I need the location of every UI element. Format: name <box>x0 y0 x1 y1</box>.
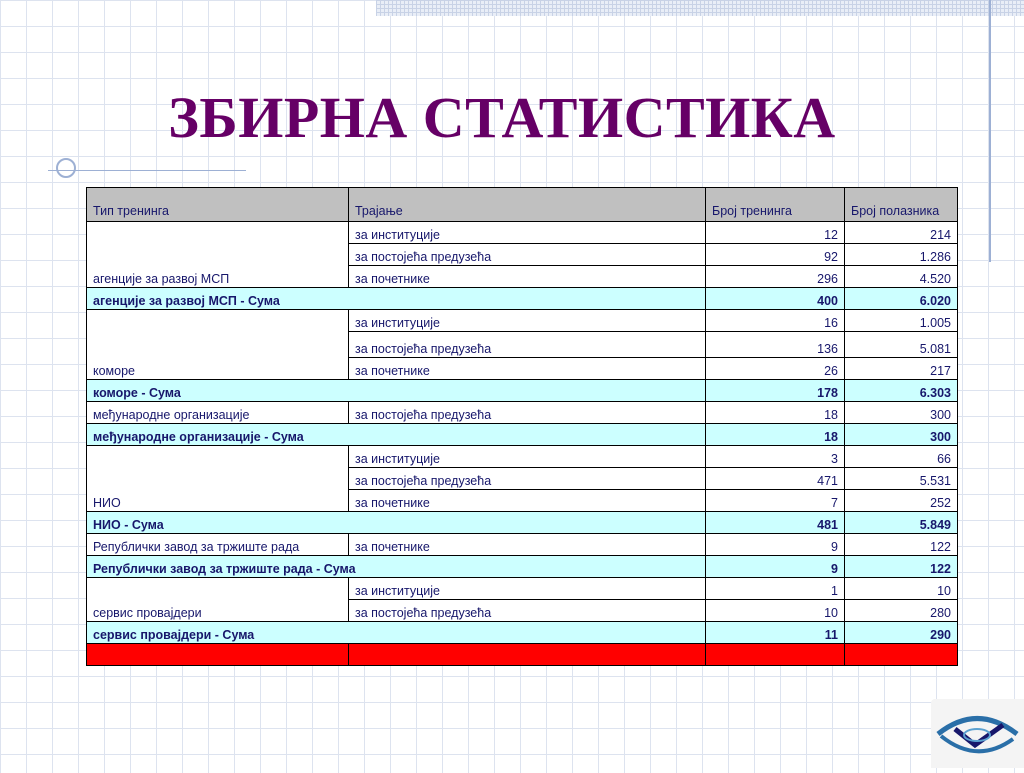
training-type-cell: НИО <box>87 446 349 512</box>
participants-cell: 1.286 <box>845 244 958 266</box>
subtotal-label: сервис провајдери - Сума <box>87 622 706 644</box>
duration-cell: за институције <box>349 222 706 244</box>
subtotal-participants: 290 <box>845 622 958 644</box>
duration-cell: за почетнике <box>349 490 706 512</box>
subtotal-label: коморе - Сума <box>87 380 706 402</box>
logo <box>931 699 1024 768</box>
subtotal-participants: 6.020 <box>845 288 958 310</box>
duration-cell: за постојећа предузећа <box>349 244 706 266</box>
subtotal-participants: 300 <box>845 424 958 446</box>
eye-logo-icon <box>931 699 1024 768</box>
header-duration: Трајање <box>349 188 706 222</box>
subtotal-label: НИО - Сума <box>87 512 706 534</box>
trainings-cell: 18 <box>706 402 845 424</box>
subtotal-row <box>87 512 958 534</box>
trainings-cell: 7 <box>706 490 845 512</box>
slide-title: ЗБИРНА СТАТИСТИКА <box>168 85 836 150</box>
subtotal-row <box>87 288 958 310</box>
trainings-cell: 26 <box>706 358 845 380</box>
participants-cell: 214 <box>845 222 958 244</box>
trainings-cell: 10 <box>706 600 845 622</box>
subtotal-participants: 6.303 <box>845 380 958 402</box>
duration-cell: за почетнике <box>349 266 706 288</box>
trainings-cell: 1 <box>706 578 845 600</box>
subtotal-trainings: 178 <box>706 380 845 402</box>
total-label: Укупно <box>87 644 349 666</box>
subtotal-label: агенције за развој МСП - Сума <box>87 288 706 310</box>
trainings-cell: 136 <box>706 332 845 358</box>
total-participants: 18.884 <box>845 644 958 666</box>
duration-cell: за институције <box>349 310 706 332</box>
trainings-cell: 92 <box>706 244 845 266</box>
participants-cell: 1.005 <box>845 310 958 332</box>
total-empty-cell <box>349 644 706 666</box>
training-type-cell: коморе <box>87 310 349 380</box>
duration-cell: за постојећа предузећа <box>349 332 706 358</box>
total-row <box>87 644 958 666</box>
trainings-cell: 471 <box>706 468 845 490</box>
subtotal-participants: 122 <box>845 556 958 578</box>
participants-cell: 252 <box>845 490 958 512</box>
subtotal-trainings: 11 <box>706 622 845 644</box>
participants-cell: 4.520 <box>845 266 958 288</box>
duration-cell: за почетнике <box>349 534 706 556</box>
trainings-cell: 16 <box>706 310 845 332</box>
training-type-cell: Републички завод за тржиште рада <box>87 534 349 556</box>
trainings-cell: 12 <box>706 222 845 244</box>
participants-cell: 5.081 <box>845 332 958 358</box>
decorative-ring <box>56 158 76 178</box>
table-header-row <box>87 188 958 222</box>
duration-cell: за постојећа предузећа <box>349 468 706 490</box>
subtotal-row <box>87 556 958 578</box>
decorative-horizontal-line <box>48 170 246 171</box>
table-row <box>87 402 958 424</box>
header-trainings: Број тренинга <box>706 188 845 222</box>
table-row <box>87 310 958 332</box>
participants-cell: 5.531 <box>845 468 958 490</box>
subtotal-row <box>87 380 958 402</box>
table-row <box>87 222 958 244</box>
training-type-cell: сервис провајдери <box>87 578 349 622</box>
table-body <box>87 222 958 666</box>
subtotal-label: Републички завод за тржиште рада - Сума <box>87 556 706 578</box>
participants-cell: 300 <box>845 402 958 424</box>
participants-cell: 10 <box>845 578 958 600</box>
table-row <box>87 446 958 468</box>
subtotal-trainings: 400 <box>706 288 845 310</box>
training-type-cell: међународне организације <box>87 402 349 424</box>
table-row <box>87 578 958 600</box>
duration-cell: за постојећа предузећа <box>349 600 706 622</box>
duration-cell: за институције <box>349 578 706 600</box>
subtotal-row <box>87 622 958 644</box>
top-decorative-band <box>376 0 1024 16</box>
training-type-cell: агенције за развој МСП <box>87 222 349 288</box>
subtotal-trainings: 481 <box>706 512 845 534</box>
subtotal-trainings: 9 <box>706 556 845 578</box>
header-participants: Број полазника <box>845 188 958 222</box>
subtotal-trainings: 18 <box>706 424 845 446</box>
subtotal-participants: 5.849 <box>845 512 958 534</box>
duration-cell: за почетнике <box>349 358 706 380</box>
statistics-table <box>86 187 958 666</box>
participants-cell: 280 <box>845 600 958 622</box>
participants-cell: 122 <box>845 534 958 556</box>
total-trainings: 1.097 <box>706 644 845 666</box>
header-type: Тип тренинга <box>87 188 349 222</box>
duration-cell: за институције <box>349 446 706 468</box>
trainings-cell: 9 <box>706 534 845 556</box>
participants-cell: 66 <box>845 446 958 468</box>
participants-cell: 217 <box>845 358 958 380</box>
duration-cell: за постојећа предузећа <box>349 402 706 424</box>
subtotal-row <box>87 424 958 446</box>
trainings-cell: 3 <box>706 446 845 468</box>
subtotal-label: међународне организације - Сума <box>87 424 706 446</box>
trainings-cell: 296 <box>706 266 845 288</box>
table-row <box>87 534 958 556</box>
